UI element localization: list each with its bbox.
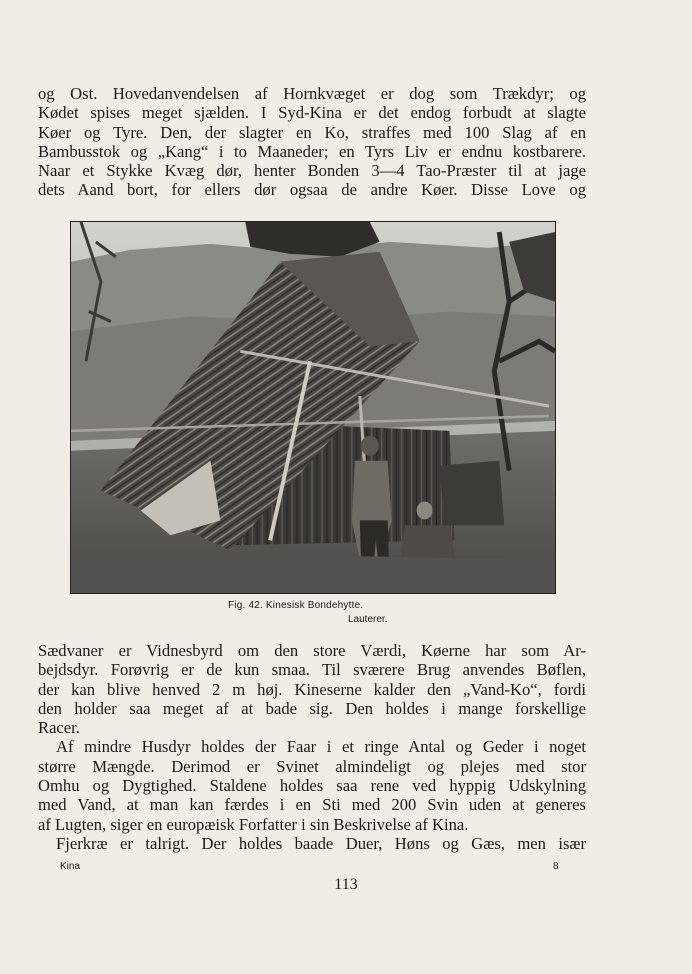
text-line: Omhu og Dygtighed. Staldene holdes saa rene ved hyppig Udskylning xyxy=(38,776,586,796)
text-line: dets Aand bort, for ellers dør ogsaa de andre Køer. Disse Love og xyxy=(38,180,586,200)
figure-credit: Lauterer. xyxy=(348,614,388,625)
text-line: der kan blive henved 2 m høj. Kineserne kalder den „Vand-Ko“, fordi xyxy=(38,679,586,699)
text-line: Racer. xyxy=(38,718,80,738)
page-number: 113 xyxy=(334,876,358,893)
text-line: Kødet spises meget sjælden. I Syd-Kina er det endog forbudt at slagte xyxy=(38,103,586,123)
text-line: og Ost. Hovedanvendelsen af Hornkvæget er dog som Trækdyr; og xyxy=(38,84,586,103)
figure-photo xyxy=(70,221,556,594)
figure-caption: Fig. 42. Kinesisk Bondehytte. xyxy=(228,600,364,611)
text-line: Af mindre Husdyr holdes der Faar i et ringe Antal og Geder i noget xyxy=(56,737,586,757)
text-line: Fjerkræ er talrigt. Der holdes baade Duer, Høns og Gæs, men især xyxy=(56,833,586,853)
text-line: bejdsdyr. Forøvrig er de kun smaa. Til sværere Brug anvendes Bøflen, xyxy=(38,660,586,680)
hut-photo-illustration xyxy=(71,222,555,593)
text-line: Sædvaner er Vidnesbyrd om den store Værdi, Køerne har som Ar- xyxy=(38,641,586,660)
text-line: af Lugten, siger en europæisk Forfatter i sin Beskrivelse af Kina. xyxy=(38,814,469,834)
paragraph-top xyxy=(38,84,586,200)
text-line: den holder saa meget af at bade sig. Den holdes i mange forskellige xyxy=(38,698,586,718)
text-line: med Vand, at man kan færdes i en Sti med 200 Svin uden at generes xyxy=(38,795,586,815)
text-line: Køer og Tyre. Den, der slagter en Ko, straffes med 100 Slag af en xyxy=(38,122,586,142)
signature-mark-left: Kina xyxy=(60,861,81,872)
signature-mark-right: 8 xyxy=(553,861,559,872)
text-line: større Mængde. Derimod er Svinet almindeligt og plejes med stor xyxy=(38,756,586,776)
paragraph-bottom xyxy=(38,641,586,853)
text-line: Naar et Stykke Kvæg dør, henter Bonden 3—4 Tao-Præster til at jage xyxy=(38,161,586,181)
text-line: Bambusstok og „Kang“ i to Maaneder; en Tyrs Liv er endnu kostbarere. xyxy=(38,141,586,161)
